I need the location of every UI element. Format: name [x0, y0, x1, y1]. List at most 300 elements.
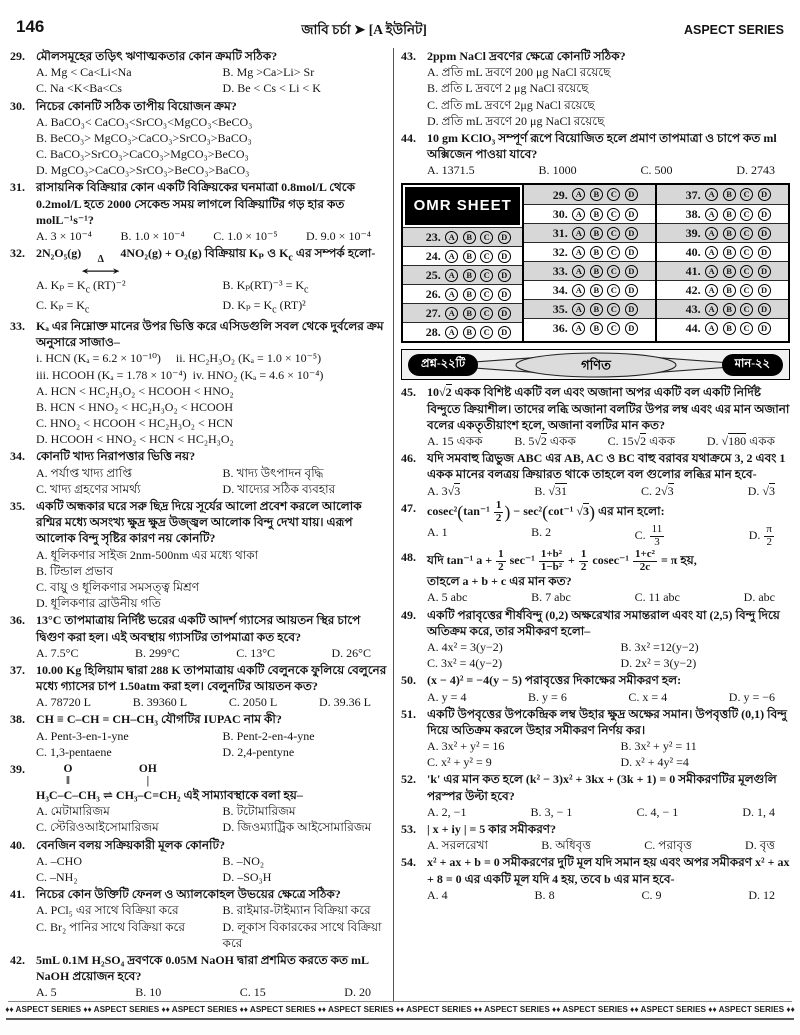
- question-number: 42.: [10, 952, 25, 967]
- question-text: রাসায়নিক বিক্রিয়ার কোন একটি বিক্রিয়কের ঘনমাত্রা 0.8mol/L থেকে 0.2mol/L হতে 2000 সেকেন্ড সময় লাগলে বিক্রিয়াটির গড় হার কত molL⁻¹s⁻¹?: [36, 180, 356, 227]
- question-item: [10, 711, 388, 760]
- answer-option: A. y = 4: [427, 689, 467, 704]
- answer-option: C. 15: [239, 985, 266, 1000]
- footer-series-strip: ♦♦ ASPECT SERIES ♦♦ ASPECT SERIES ♦♦ ASPECT SERIES ♦♦ ASPECT SERIES ♦♦ ASPECT SERIES ♦♦ ASPECT SERIES ♦♦ ASPECT SERIES ♦♦ ASPECT SERIES ♦♦ ASPECT SERIES ♦♦ ASPECT SERIES ♦♦: [5, 1005, 795, 1015]
- question-text: 5mL 0.1M H₂SO₄ দ্রবণকে 0.05M NaOH দ্বারা প্রশমিত করতে কত mL NaOH প্রয়োজন হবে?: [36, 952, 369, 984]
- question-text: একটি উপবৃত্তের উপকেন্দ্রিক লম্ব উহার ক্ষুদ্র অক্ষের সমান। উপবৃত্তটি (0,1) বিন্দু দিয়ে অতিক্রম করলে উহার সমীকরণ নির্ণয় কর।: [427, 706, 787, 737]
- question-number: 45.: [401, 385, 416, 400]
- question-number: 44.: [401, 130, 416, 145]
- omr-row: [524, 280, 655, 299]
- answer-option: C. x = 4: [628, 689, 668, 704]
- question-item: [401, 771, 792, 820]
- question-text: CH ≡ C–CH = CH–CH₃ যৌগটির IUPAC নাম কী?: [36, 712, 282, 727]
- options-row: [427, 162, 792, 178]
- answer-option: A. পর্যাপ্ত খাদ্য প্রাপ্তি: [36, 465, 132, 480]
- omr-bubble-d[interactable]: D: [758, 188, 771, 201]
- answer-option: B. √31: [534, 483, 567, 498]
- omr-bubble-a[interactable]: A: [572, 188, 585, 201]
- answer-option: D. বৃত্ত: [745, 838, 775, 853]
- answer-option: B. 1.0 × 10⁻⁴: [120, 229, 185, 243]
- options-row: [36, 383, 388, 448]
- question-number: 53.: [401, 822, 416, 837]
- answer-option: B. y = 6: [528, 689, 567, 704]
- options-row: [427, 64, 792, 129]
- question-text: 2N₂O₅(g) Δ ⟷ 4NO₂(g) + O₂(g) বিক্রিয়ায় Kₚ ও $K_c$ এর সম্পর্ক হলো-: [36, 246, 376, 279]
- omr-bubble-c[interactable]: C: [480, 231, 493, 244]
- omr-row: [403, 265, 522, 284]
- answer-option: B. 10: [135, 985, 162, 1000]
- answer-option: D. √180 একক: [706, 434, 775, 448]
- omr-question-number: 25.: [425, 268, 441, 283]
- question-item: [10, 48, 388, 97]
- answer-option: C. 2√3: [641, 483, 674, 498]
- omr-bubble-c[interactable]: C: [480, 326, 493, 339]
- answer-option: D. প্রতি mL দ্রবণে 20 μg NaCl রয়েছে: [427, 113, 605, 128]
- omr-bubble-c[interactable]: C: [480, 307, 493, 320]
- answer-option: D. √3: [747, 483, 775, 498]
- omr-bubble-c[interactable]: C: [740, 227, 753, 240]
- footer-margin: [0, 1020, 800, 1035]
- answer-option: C. –NH₂: [36, 869, 78, 884]
- omr-bubble-b[interactable]: B: [463, 250, 476, 263]
- answer-option: C. Na <K<Ba<Cs: [36, 81, 122, 96]
- omr-bubble-a[interactable]: A: [445, 326, 458, 339]
- answer-option: D. 2743: [736, 163, 775, 178]
- question-number: 50.: [401, 673, 416, 688]
- answer-option: C. খাদ্য গ্রহণের সামর্থ্য: [36, 481, 141, 496]
- answer-option: A. Pent-3-en-1-yne: [36, 728, 129, 743]
- omr-bubble-a[interactable]: A: [705, 227, 718, 240]
- omr-bubble-d[interactable]: D: [625, 208, 638, 221]
- answer-option: D. 20: [344, 985, 371, 1000]
- omr-bubble-c[interactable]: C: [607, 208, 620, 221]
- omr-bubble-b[interactable]: B: [590, 227, 603, 240]
- omr-bubble-b[interactable]: B: [463, 288, 476, 301]
- answer-option: D. –SO₃H: [222, 869, 272, 884]
- omr-bubble-a[interactable]: A: [572, 265, 585, 278]
- omr-row: [524, 223, 655, 242]
- answer-option: A. মেটামারিজম: [36, 804, 110, 819]
- question-number: 47.: [401, 500, 416, 515]
- question-item: [401, 549, 792, 605]
- omr-question-number: 34.: [552, 283, 568, 298]
- answer-option: B. HCN < HNO₂ < HC₂H₃O₂ < HCOOH: [36, 399, 234, 414]
- omr-bubble-d[interactable]: D: [758, 322, 771, 335]
- omr-row: [403, 322, 522, 341]
- omr-bubble-b[interactable]: B: [723, 322, 736, 335]
- answer-option: C. 3x² = 4(y−2): [427, 656, 503, 671]
- omr-bubble-a[interactable]: A: [572, 227, 585, 240]
- omr-bubble-a[interactable]: A: [445, 250, 458, 263]
- question-number: 49.: [401, 607, 416, 622]
- content-columns: [0, 44, 800, 1002]
- omr-bubble-b[interactable]: B: [590, 303, 603, 316]
- answer-option: B. 2: [531, 525, 552, 540]
- omr-row: [524, 299, 655, 318]
- omr-question-number: 44.: [685, 321, 701, 336]
- answer-option: C. x² + y² = 9: [427, 755, 492, 770]
- omr-question-number: 39.: [685, 226, 701, 241]
- answer-option: D. $\frac{\pi}{2}$: [748, 523, 772, 548]
- question-item: [10, 837, 388, 886]
- omr-bubble-d[interactable]: D: [625, 303, 638, 316]
- question-item: [401, 384, 792, 449]
- question-number: 40.: [10, 837, 25, 852]
- omr-bubble-d[interactable]: D: [758, 227, 771, 240]
- answer-option: D. জিওম্যাট্রিক আইসোমারিজম: [222, 820, 372, 835]
- answer-option: A. HCN < HC₂H₃O₂ < HCOOH < HNO₂: [36, 383, 234, 398]
- answer-option: B. 5√2 একক: [514, 434, 576, 448]
- question-item: [10, 612, 388, 661]
- answer-option: A. BaCO₃< CaCO₃<SrCO₃<MgCO₃<BeCO₃: [36, 114, 253, 129]
- omr-bubble-a[interactable]: A: [445, 307, 458, 320]
- omr-bubble-b[interactable]: B: [723, 188, 736, 201]
- omr-row: [524, 204, 655, 223]
- options-row: [36, 728, 388, 760]
- omr-bubble-d[interactable]: D: [758, 284, 771, 297]
- answer-option: D. 2x² = 3(y−2): [620, 656, 697, 671]
- omr-bubble-d[interactable]: D: [498, 288, 511, 301]
- omr-row: [524, 185, 655, 204]
- answer-option: B. 7 abc: [531, 590, 571, 605]
- omr-bubble-a[interactable]: A: [572, 303, 585, 316]
- answer-option: A. 1: [427, 525, 448, 540]
- left-column: [10, 48, 393, 1002]
- omr-bubble-c[interactable]: C: [740, 208, 753, 221]
- answer-option: B. 299°C: [134, 645, 180, 660]
- section-title: গণিত: [580, 357, 611, 373]
- question-number: 41.: [10, 887, 25, 902]
- answer-option: A. 2, −1: [427, 804, 467, 819]
- question-text: | x + iy | = 5 কার সমীকরণ?: [427, 822, 557, 837]
- answer-option: D. 26°C: [331, 645, 371, 660]
- options-row: [36, 984, 388, 1000]
- question-item: [10, 98, 388, 179]
- omr-question-number: 32.: [552, 245, 568, 260]
- answer-option: A. –CHO: [36, 853, 83, 868]
- answer-option: A. 4: [427, 887, 448, 902]
- answer-option: C. 1,3-pentaene: [36, 744, 112, 759]
- question-item: [401, 450, 792, 499]
- question-number: 43.: [401, 48, 416, 63]
- omr-bubble-a[interactable]: A: [705, 265, 718, 278]
- options-row: [427, 887, 792, 903]
- answer-option: D. লূকাস বিকারকের সাথে বিক্রিয়া করে: [222, 919, 382, 950]
- answer-option: A. 7.5°C: [36, 645, 79, 660]
- question-item: [401, 607, 792, 672]
- omr-bubble-c[interactable]: C: [740, 188, 753, 201]
- omr-row: [657, 223, 788, 242]
- omr-bubble-b[interactable]: B: [723, 208, 736, 221]
- omr-bubble-d[interactable]: D: [758, 303, 771, 316]
- omr-bubble-b[interactable]: B: [590, 265, 603, 278]
- answer-option: B. 3x² + y² = 11: [620, 739, 697, 754]
- omr-bubble-c[interactable]: C: [740, 284, 753, 297]
- answer-option: B. 39360 L: [132, 695, 188, 710]
- omr-bubble-d[interactable]: D: [625, 284, 638, 297]
- answer-option: B. টটোমারিজম: [222, 804, 296, 819]
- omr-bubble-c[interactable]: C: [480, 288, 493, 301]
- omr-bubble-d[interactable]: D: [758, 246, 771, 259]
- options-row: [427, 433, 792, 449]
- omr-bubble-b[interactable]: B: [723, 227, 736, 240]
- answer-option: A. 1371.5: [427, 163, 475, 178]
- omr-bubble-b[interactable]: B: [463, 326, 476, 339]
- omr-bubble-c[interactable]: C: [740, 322, 753, 335]
- page-header: [0, 0, 800, 42]
- omr-column: [655, 185, 788, 341]
- question-text: 2ppm NaCl দ্রবণের ক্ষেত্রে কোনটি সঠিক?: [427, 48, 626, 63]
- omr-bubble-a[interactable]: A: [572, 208, 585, 221]
- answer-option: A. 3 × 10⁻⁴: [36, 229, 92, 243]
- answer-option: C. 9: [641, 887, 662, 902]
- answer-option: B. $K_p(RT)^{-3} = K_c$: [222, 278, 309, 296]
- omr-bubble-b[interactable]: B: [463, 269, 476, 282]
- omr-bubble-c[interactable]: C: [607, 227, 620, 240]
- answer-option: A. 4x² = 3(y−2): [427, 639, 503, 654]
- omr-bubble-d[interactable]: D: [498, 231, 511, 244]
- question-text: যদি tan⁻¹ a + $\frac{1}{2}$ sec⁻¹ $\frac{\text{1+b²}}{\text{1−b²}}$ + $\frac{1}{2}$ cosec⁻¹ $\frac{\text{1+c²}}{2c}$ = π হয়, তাহলে a + b + c এর মান কত?: [427, 548, 697, 589]
- omr-bubble-a[interactable]: A: [705, 208, 718, 221]
- answer-option: C. বায়ু ও ধূলিকণার সমসত্ত্ব মিশ্রণ: [36, 579, 200, 594]
- question-item: [401, 48, 792, 129]
- omr-bubble-c[interactable]: C: [740, 303, 753, 316]
- omr-bubble-b[interactable]: B: [723, 246, 736, 259]
- answer-option: A. PCl₅ এর সাথে বিক্রিয়া করে: [36, 903, 179, 918]
- question-number: 54.: [401, 855, 416, 870]
- answer-option: A. 78720 L: [36, 695, 92, 710]
- omr-bubble-a[interactable]: A: [705, 303, 718, 316]
- question-text: বেনজিন বলয় সক্রিয়কারী মূলক কোনটি?: [36, 837, 225, 852]
- answer-option: C. স্টেরিওআইসোমারিজম: [36, 820, 159, 835]
- answer-option: A. প্রতি mL দ্রবণে 200 μg NaCl রয়েছে: [427, 65, 611, 80]
- omr-bubble-d[interactable]: D: [498, 326, 511, 339]
- question-text: 10.00 Kg হিলিয়াম দ্বারা 288 K তাপমাত্রায় একটি বেলুনকে ফুলিয়ে বেলুনের মধ্যে গ্যাসের চাপ 1.50atm করা হল। বেলুনটির আয়তন কত?: [36, 662, 387, 694]
- answer-option: C. 4, − 1: [636, 804, 679, 819]
- answer-option: C. $K_p = K_c$: [36, 298, 90, 316]
- omr-row: [403, 246, 522, 265]
- answer-option: A. 3√3: [427, 483, 461, 498]
- omr-bubble-a[interactable]: A: [572, 246, 585, 259]
- omr-bubble-d[interactable]: D: [625, 246, 638, 259]
- answer-option: C. $\frac{11}{3}$: [634, 523, 663, 548]
- question-item: [10, 179, 388, 244]
- omr-bubble-a[interactable]: A: [572, 284, 585, 297]
- omr-bubble-a[interactable]: A: [705, 188, 718, 201]
- options-row: [427, 837, 792, 853]
- answer-option: D. 9.0 × 10⁻⁴: [306, 229, 371, 243]
- question-item: [401, 672, 792, 704]
- answer-option: B. 1000: [538, 163, 577, 178]
- right-questions-bottom: [401, 384, 792, 903]
- right-questions-top: [401, 48, 792, 179]
- omr-bubble-c[interactable]: C: [607, 265, 620, 278]
- answer-option: B. Pent-2-en-4-yne: [222, 728, 315, 743]
- omr-question-number: 41.: [685, 264, 701, 279]
- omr-bubble-b[interactable]: B: [463, 307, 476, 320]
- omr-bubble-b[interactable]: B: [590, 208, 603, 221]
- options-row: [427, 639, 792, 671]
- omr-bubble-b[interactable]: B: [590, 284, 603, 297]
- question-number: 39.: [10, 762, 25, 777]
- question-item: [401, 500, 792, 548]
- answer-option: C. 15√2 একক: [607, 434, 676, 448]
- answer-option: D. x² + 4y² =4: [620, 755, 689, 770]
- omr-column: [403, 185, 522, 341]
- question-text: মৌলসমূহের তড়িৎ ঋণাত্মকতার কোন ক্রমটি সঠিক?: [36, 48, 278, 63]
- answer-option: D. 12: [748, 887, 775, 902]
- options-row: [36, 547, 388, 612]
- omr-bubble-d[interactable]: D: [498, 250, 511, 263]
- omr-bubble-a[interactable]: A: [445, 288, 458, 301]
- question-number: 31.: [10, 180, 25, 195]
- omr-bubble-a[interactable]: A: [572, 322, 585, 335]
- omr-bubble-a[interactable]: A: [445, 269, 458, 282]
- question-text: একটি অন্ধকার ঘরে সরু ছিদ্র দিয়ে সূর্যের আলো প্রবেশ করলে আলোক রশ্মির মধ্যে অসংখ্য ক্ষুদ্র ক্ষুদ্র উজ্জ্বল আলোক বিন্দু দেখা যায়। এরূপ আলোক বিন্দু সৃষ্টির কারণ নয় কোনটি?: [36, 499, 362, 546]
- answer-option: B. 3x² =12(y−2): [620, 639, 699, 654]
- question-number: 46.: [401, 451, 416, 466]
- options-row: [427, 689, 792, 705]
- options-row: [36, 803, 388, 835]
- omr-bubble-a[interactable]: A: [445, 231, 458, 244]
- options-row: [427, 483, 792, 499]
- answer-option: A. ধূলিকণার সাইজ 2nm-500nm এর মধ্যে থাকা: [36, 547, 259, 562]
- answer-option: A. $K_p = K_c$ (RT)⁻²: [36, 278, 126, 296]
- omr-bubble-d[interactable]: D: [498, 269, 511, 282]
- omr-bubble-a[interactable]: A: [705, 322, 718, 335]
- omr-bubble-b[interactable]: B: [723, 265, 736, 278]
- question-text: 'k' এর মান কত হলে (k² − 3)x² + 3kx + (3k + 1) = 0 সমীকরণটির মূলগুলি পরস্পর উল্টা হবে?: [427, 772, 777, 803]
- question-text: H₃C–C O ‖ –CH₃ ⇌ CH₃–C OH | =CH₂ এই সাম্যাবস্থাকে বলা হয়–: [36, 763, 303, 803]
- question-number: 51.: [401, 706, 416, 721]
- omr-question-number: 27.: [425, 306, 441, 321]
- answer-option: A. Mg < Ca<Li<Na: [36, 65, 132, 80]
- answer-option: D. 2,4-pentyne: [222, 744, 295, 759]
- answer-option: B. অধিবৃত্ত: [541, 838, 592, 853]
- question-item: [10, 662, 388, 711]
- answer-option: B. প্রতি L দ্রবণে 2 μg NaCl রয়েছে: [427, 81, 589, 96]
- page-footer: [0, 1001, 800, 1035]
- right-column: [393, 48, 792, 1002]
- omr-bubble-b[interactable]: B: [590, 246, 603, 259]
- omr-row: [657, 318, 788, 337]
- omr-bubble-c[interactable]: C: [480, 269, 493, 282]
- omr-bubble-d[interactable]: D: [758, 265, 771, 278]
- omr-bubble-d[interactable]: D: [625, 322, 638, 335]
- omr-bubble-b[interactable]: B: [723, 284, 736, 297]
- question-item: [10, 318, 388, 448]
- answer-option: B. 8: [534, 887, 555, 902]
- omr-bubble-b[interactable]: B: [723, 303, 736, 316]
- page-number: 146: [16, 17, 45, 36]
- answer-option: C. Br₂ পানির সাথে বিক্রিয়া করে: [36, 919, 185, 934]
- question-item: [10, 886, 388, 951]
- question-item: [10, 245, 388, 317]
- options-row: [427, 589, 792, 605]
- omr-bubble-b[interactable]: B: [463, 231, 476, 244]
- question-number: 30.: [10, 98, 25, 113]
- options-row: [36, 694, 388, 710]
- question-item: [10, 498, 388, 611]
- question-number: 48.: [401, 550, 416, 565]
- omr-bubble-c[interactable]: C: [740, 265, 753, 278]
- omr-bubble-d[interactable]: D: [758, 208, 771, 221]
- omr-bubble-c[interactable]: C: [607, 322, 620, 335]
- omr-bubble-a[interactable]: A: [705, 284, 718, 297]
- answer-option: D. HCOOH < HNO₂ < HCN < HC₂H₃O₂: [36, 432, 234, 447]
- question-item: [10, 761, 388, 836]
- omr-bubble-d[interactable]: D: [625, 265, 638, 278]
- answer-option: B. BeCO₃> MgCO₃>CaCO₃>SrCO₃>BaCO₃: [36, 130, 252, 145]
- math-section-banner: [401, 349, 790, 380]
- answer-option: C. 13°C: [236, 645, 276, 660]
- omr-bubble-d[interactable]: D: [625, 188, 638, 201]
- answer-option: D. খাদ্যের সঠিক ব্যবহার: [222, 481, 336, 496]
- marks-badge: মান-২২: [722, 354, 783, 376]
- answer-option: B. খাদ্য উৎপাদন বৃদ্ধি: [222, 465, 324, 480]
- omr-row: [524, 318, 655, 337]
- omr-bubble-b[interactable]: B: [590, 188, 603, 201]
- question-text: একটি পরাবৃত্তের শীর্ষবিন্দু (0,2) অক্ষরেখার সমান্তরাল এবং যা (2,5) বিন্দু দিয়ে অতিক্রম করে, তার সমীকরণ হলো–: [427, 607, 780, 638]
- answer-option: A. 5: [36, 985, 57, 1000]
- answer-option: C. BaCO₃>SrCO₃>CaCO₃>MgCO₃>BeCO₃: [36, 147, 249, 162]
- omr-bubble-c[interactable]: C: [607, 246, 620, 259]
- options-row: [36, 853, 388, 885]
- question-count-badge: প্রশ্ন-২২টি: [408, 354, 478, 376]
- omr-bubble-c[interactable]: C: [740, 246, 753, 259]
- omr-question-number: 26.: [425, 287, 441, 302]
- omr-bubble-c[interactable]: C: [607, 303, 620, 316]
- question-number: 36.: [10, 613, 25, 628]
- options-row: [427, 804, 792, 820]
- omr-bubble-d[interactable]: D: [498, 307, 511, 320]
- question-item: [401, 854, 792, 903]
- omr-row: [657, 204, 788, 223]
- options-row: [36, 114, 388, 179]
- answer-option: D. MgCO₃>CaCO₃>SrCO₃>BeCO₃>BaCO₃: [36, 163, 250, 178]
- omr-bubble-b[interactable]: B: [590, 322, 603, 335]
- question-item: [401, 706, 792, 771]
- answer-option: B. 3, − 1: [530, 804, 573, 819]
- omr-bubble-d[interactable]: D: [625, 227, 638, 240]
- omr-question-number: 29.: [552, 187, 568, 202]
- answer-option: C. 11 abc: [634, 590, 680, 605]
- omr-row: [657, 261, 788, 280]
- options-row: [36, 228, 388, 244]
- omr-question-number: 28.: [425, 325, 441, 340]
- omr-bubble-c[interactable]: C: [607, 284, 620, 297]
- question-text: x² + ax + b = 0 সমীকরণের দুটি মূল যদি সমান হয় এবং অপর সমীকরণ x² + ax + 8 = 0 এর একটি মূল যদি 4 হয়, তবে b এর মান হবে-: [427, 855, 790, 886]
- omr-question-number: 24.: [425, 249, 441, 264]
- omr-bubble-c[interactable]: C: [607, 188, 620, 201]
- question-number: 33.: [10, 318, 25, 333]
- omr-question-number: 43.: [685, 302, 701, 317]
- options-row: [36, 277, 388, 317]
- answer-option: D. Be < Cs < Li < K: [222, 81, 321, 96]
- omr-bubble-c[interactable]: C: [480, 250, 493, 263]
- omr-row: [657, 280, 788, 299]
- question-item: [401, 821, 792, 853]
- answer-option: C. প্রতি mL দ্রবণে 2μg NaCl রয়েছে: [427, 97, 595, 112]
- question-number: 32.: [10, 246, 25, 261]
- question-text: (x − 4)² = −4(y − 5) পরাবৃত্তের দিকাক্ষের সমীকরণ হল:: [427, 673, 682, 688]
- question-text: cosec²(tan⁻¹ $\frac{1}{2}$ ) − sec²(cot⁻¹ √3) এর মান হলো:: [427, 498, 665, 524]
- question-text: যদি সমবাহু ত্রিভুজ ABC এর AB, AC ও BC বাহু বরাবর যথাক্রমে 3, 2 এবং 1 একক মানের বলত্রয় ক্রিয়ারত থাকে তাহলে বল গুলোর লব্ধির মান হবে-: [427, 451, 786, 482]
- answer-option: C. 500: [640, 163, 673, 178]
- options-row: [36, 64, 388, 96]
- omr-row: [403, 284, 522, 303]
- omr-bubble-a[interactable]: A: [705, 246, 718, 259]
